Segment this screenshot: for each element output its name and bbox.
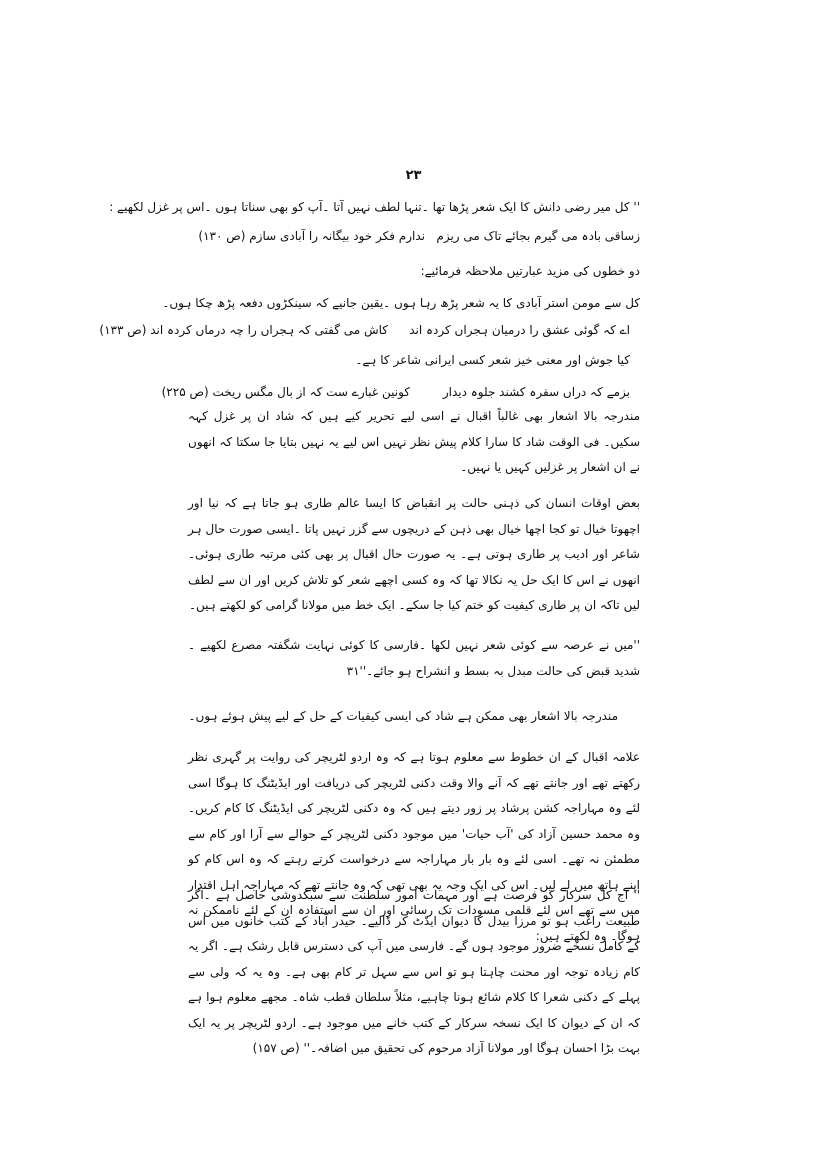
verse-2-second-hemistich: کاش می گفتی کہ ہجراں را چہ درماں کردہ اند (ص ۱۳۳): [99, 323, 388, 337]
verse-3-first-hemistich: بزمے کہ دراں سفرہ کشند جلوہ دیدار: [442, 385, 630, 399]
verse-1-first-hemistich: زساقی بادہ می گیرم بجائے تاک می ریزم: [436, 229, 640, 243]
page-number: ۲۳: [405, 168, 422, 183]
paragraph-4: مندرجہ بالا اشعار بھی ممکن ہے شاد کی ایسی کیفیات کے حل کے لیے پیش ہوئے ہوں۔: [188, 709, 618, 723]
paragraph-5: علامہ اقبال کے ان خطوط سے معلوم ہوتا ہے کہ وہ اردو لٹریچر کی روایت پر گہری نظر رکھتے تھے اور جانتے تھے کہ آنے والا وقت دکنی لٹریچر کی دریافت اور ایڈیٹنگ کا ہوگا اسی لئے وہ مہاراجہ کشن پرشاد پر زور دیتے ہیں کہ وہ دکنی لٹریچر کی ایڈیٹنگ کا کام کریں۔ وہ محمد حسین آزاد کی 'آب حیات' میں موجود دکنی لٹریچر کے حوالے سے آرا اور کام سے مطمئن نہ تھے۔ اسی لئے وہ بار بار مہاراجہ سے درخواست کرتے رہتے کہ وہ اس کام کو اپنے ہاتھ میں لے لیں۔ اس کی ایک وجہ یہ بھی تھی کہ وہ جانتے تھے کہ مہاراجہ اہل اقتدار میں سے تھے اس لئے قلمی مسودات تک رسائی اور ان سے استفادہ ان کے لئے ناممکن نہ ہوگا۔ وہ لکھتے ہیں:: [188, 750, 640, 943]
quote-line-3: کیا جوش اور معنی خیز شعر کسی ایرانی شاعر کا ہے۔: [355, 353, 630, 367]
paragraph-1: مندرجہ بالا اشعار بھی غالباً اقبال نے اسی لیے تحریر کیے ہیں کہ شاد ان پر غزل کہہ سکیں۔ فی الوقت شاد کا سارا کلام پیش نظر نہیں اس لیے یہ نہیں بتایا جا سکتا کہ انھوں نے ان اشعار پر غزلیں کہیں یا نہیں۔: [188, 409, 640, 474]
paragraph-6-quote: '' آج کل سرکار کو فرصت ہے اور مہمات امور سلطنت سے سبکدوشی حاصل ہے ۔اگر طبیعت راغب ہو تو مرزا بیدل کا دیوان ایڈٹ کر ڈالیے۔ حیدر آباد کے کتب خانوں میں اس کے کامل نسخے ضرور موجود ہوں گے۔ فارسی میں آپ کی دسترس قابل رشک ہے۔ اگر یہ کام زیادہ توجہ اور محنت چاہتا ہو تو اس سے سہل تر کام بھی ہے۔ وہ یہ کہ ولی سے پہلے کے دکنی شعرا کا کلام شائع ہونا چاہیے، مثلاً سلطان قطب شاہ۔ مجھے معلوم ہوا ہے کہ ان کے دیوان کا ایک نسخہ سرکار کے کتب خانے میں موجود ہے۔ اردو لٹریچر پر یہ ایک بہت بڑا احسان ہوگا اور مولانا آزاد مرحوم کی تحقیق میں اضافہ۔'' (ص ۱۵۷): [188, 888, 640, 1055]
paragraph-3-quote: ''میں نے عرصہ سے کوئی شعر نہیں لکھا ۔فارسی کا کوئی نہایت شگفتہ مصرع لکھیے ۔شدید قبض کی حالت مبدل بہ بسط و انشراح ہو جائے۔''۳۱: [188, 638, 640, 678]
verse-2-first-hemistich: اے کہ گوئی عشق را درمیان ہجراں کردہ اند: [409, 323, 630, 337]
quote-line-2: کل سے مومن استر آبادی کا یہ شعر پڑھ رہا ہوں ۔یقین جانیے کہ سینکڑوں دفعہ پڑھ چکا ہوں۔: [162, 296, 640, 310]
verse-1-second-hemistich: ندارم فکر خود بیگانہ را آبادی سازم (ص ۱۳۰): [198, 229, 425, 243]
verse-3-second-hemistich: کونین غبارے ست کہ از بال مگس ریخت (ص ۲۲۵): [161, 385, 410, 399]
paragraph-2: بعض اوقات انسان کی ذہنی حالت پر انقباض کا ایسا عالم طاری ہو جاتا ہے کہ نیا اور اچھوتا خیال تو کجا اچھا خیال بھی ذہن کے دریچوں سے گزر نہیں پاتا ۔ایسی صورت حال ہر شاعر اور ادیب پر طاری ہوتی ہے۔ یہ صورت حال اقبال پر بھی کئی مرتبہ طاری ہوئی۔ انھوں نے اس کا ایک حل یہ نکالا تھا کہ وہ کسی اچھے شعر کو تلاش کریں اور ان سے لطف لیں تاکہ ان پر طاری کیفیت کو ختم کیا جا سکے۔ ایک خط میں مولانا گرامی کو لکھتے ہیں۔: [188, 496, 640, 612]
intro-line: دو خطوں کی مزید عبارتیں ملاحظہ فرمائیے:: [420, 264, 640, 278]
quote-line-1: '' کل میر رضی دانش کا ایک شعر پڑھا تھا ۔تنہا لطف نہیں آتا ۔آپ کو بھی سناتا ہوں ۔اس پر غزل لکھیے :: [109, 200, 640, 214]
